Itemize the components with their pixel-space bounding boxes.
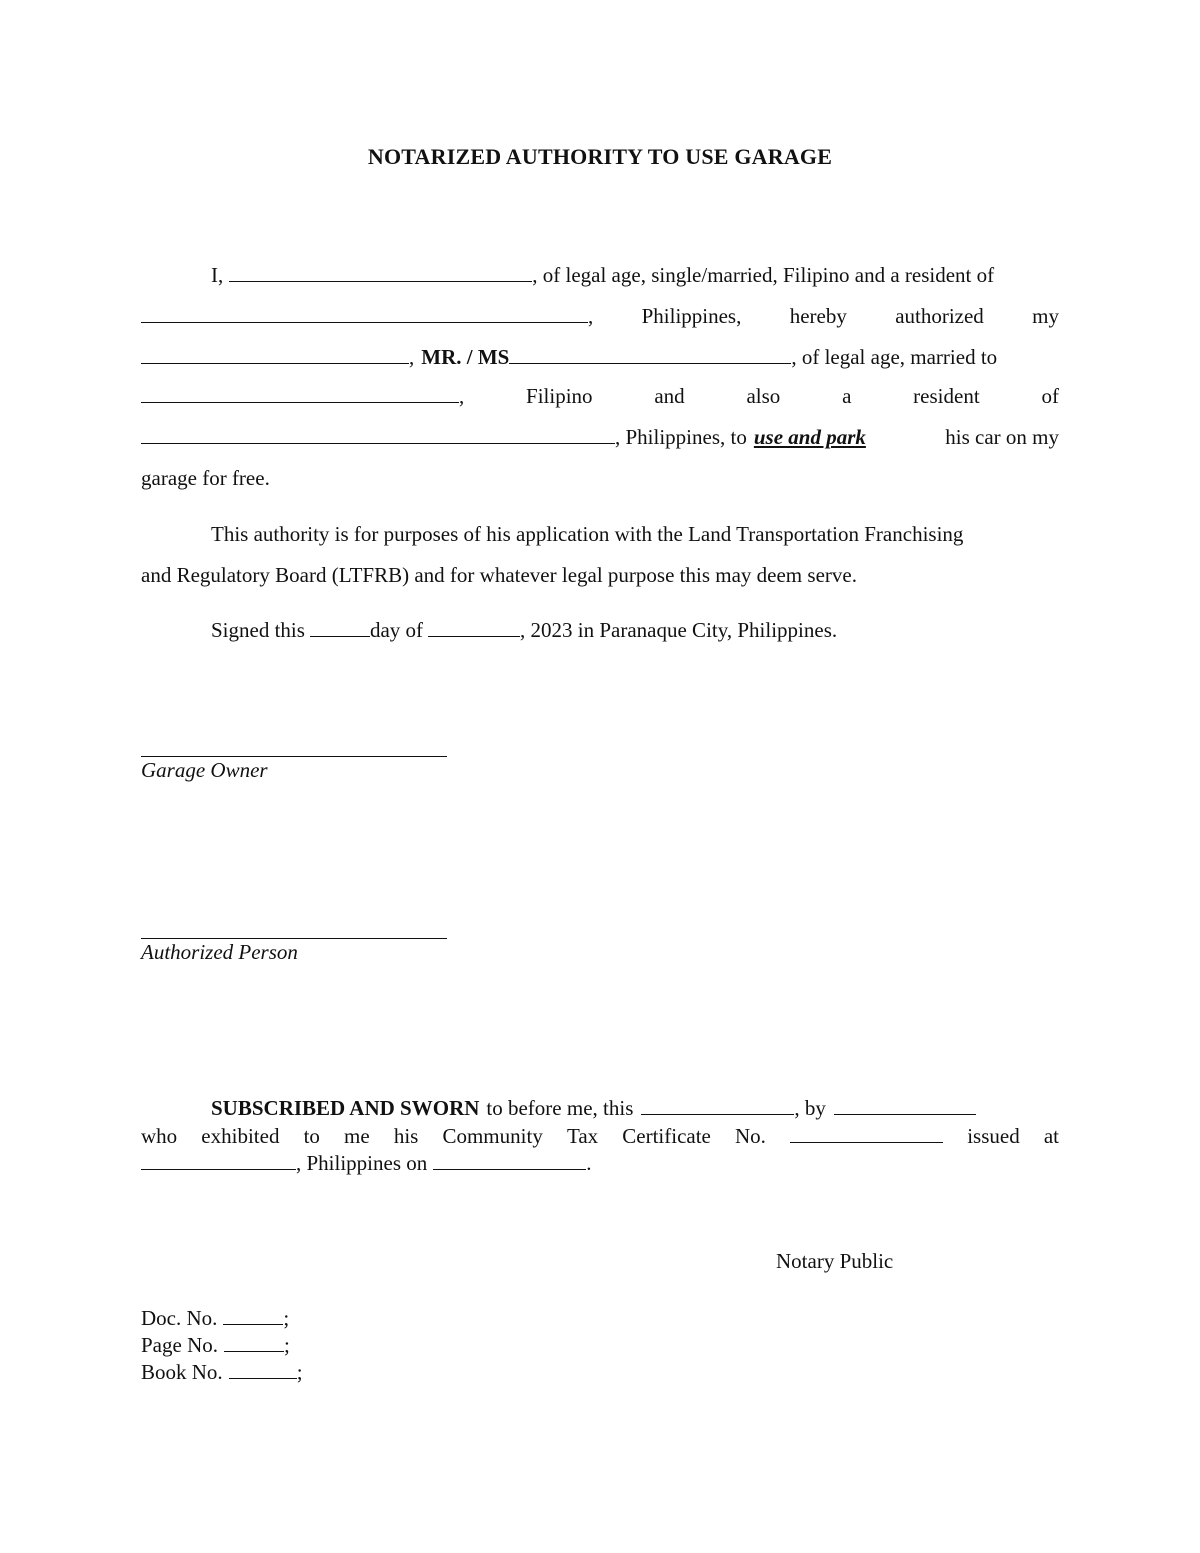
- paragraph-1-line-6: [141, 465, 1059, 491]
- blank-issued-on[interactable]: [433, 1151, 586, 1170]
- paragraph-1-line-4: [141, 383, 1059, 409]
- jurat-line-1: [141, 1095, 1059, 1121]
- text-by: , by: [794, 1096, 826, 1120]
- registry-doc-no: [141, 1305, 1059, 1331]
- jurat-line-3: [141, 1150, 1059, 1176]
- text-authorized: authorized: [895, 304, 984, 328]
- paragraph-1-line-1: [141, 262, 1059, 288]
- text-filipino: Filipino: [526, 384, 593, 408]
- signed-line: [141, 617, 1059, 643]
- text-mr-ms: MR. / MS: [421, 345, 510, 369]
- text-who: who: [141, 1124, 178, 1148]
- signature-line-garage-owner[interactable]: [141, 756, 447, 757]
- blank-month[interactable]: [428, 618, 520, 637]
- document-title: NOTARIZED AUTHORITY TO USE GARAGE: [367, 144, 833, 169]
- paragraph-1-line-2: [141, 303, 1059, 329]
- text-philippines-on: , Philippines on: [296, 1151, 428, 1175]
- blank-page-no[interactable]: [224, 1333, 284, 1352]
- text-page-no: Page No.: [141, 1333, 218, 1357]
- label-notary-public: Notary Public: [776, 1249, 894, 1273]
- text-a: a: [842, 384, 852, 408]
- text-semicolon: ;: [296, 1360, 303, 1384]
- text-semicolon: ;: [283, 1306, 290, 1330]
- blank-spouse-name[interactable]: [141, 384, 459, 403]
- text-and: and: [654, 384, 685, 408]
- blank-owner-address[interactable]: [141, 304, 588, 323]
- paragraph-2-line-2: [141, 562, 1059, 588]
- text-car-on-my: his car on my: [945, 425, 1059, 449]
- text-no: No.: [735, 1124, 766, 1148]
- text-year-location: , 2023 in Paranaque City, Philippines.: [520, 618, 838, 642]
- blank-issued-at[interactable]: [141, 1151, 296, 1170]
- text-at: at: [1043, 1124, 1059, 1148]
- text-legal-age-married: , of legal age, married to: [791, 345, 998, 369]
- text-subscribed-sworn: SUBSCRIBED AND SWORN: [211, 1096, 480, 1120]
- text-semicolon: ;: [284, 1333, 290, 1357]
- blank-doc-no[interactable]: [223, 1306, 283, 1325]
- registry-page-no: [141, 1332, 1059, 1358]
- text-authority-purpose: This authority is for purposes of his application with the Land Transportation Franchising: [211, 522, 964, 546]
- blank-ctc-number[interactable]: [790, 1124, 943, 1143]
- text-philippines-to: , Philippines, to: [615, 425, 747, 449]
- blank-day[interactable]: [310, 618, 370, 637]
- text-use-and-park: use and park: [753, 425, 866, 449]
- blank-jurat-date[interactable]: [641, 1096, 794, 1115]
- text-comma: ,: [409, 345, 415, 369]
- text-me: me: [344, 1124, 370, 1148]
- text-of: of: [1041, 384, 1059, 408]
- text-tax: Tax: [566, 1124, 599, 1148]
- text-i: I,: [211, 263, 224, 287]
- text-exhibited: exhibited: [201, 1124, 280, 1148]
- text-book-no: Book No.: [141, 1360, 223, 1384]
- paragraph-1-line-5: [141, 424, 1059, 450]
- blank-owner-name[interactable]: [229, 263, 532, 282]
- paragraph-2-line-1: [141, 521, 1059, 547]
- text-philippines: Philippines,: [641, 304, 742, 328]
- text-my: my: [1032, 304, 1059, 328]
- text-hereby: hereby: [789, 304, 847, 328]
- text-ltfrb: and Regulatory Board (LTFRB) and for whatever legal purpose this may deem serve.: [141, 563, 857, 587]
- label-garage-owner: Garage Owner: [141, 758, 268, 782]
- text-community: Community: [442, 1124, 543, 1148]
- text-his: his: [393, 1124, 419, 1148]
- blank-authorized-name[interactable]: [509, 345, 791, 364]
- text-comma: ,: [459, 384, 465, 408]
- blank-book-no[interactable]: [229, 1360, 297, 1379]
- label-authorized-person: Authorized Person: [141, 940, 298, 964]
- text-period: .: [586, 1151, 592, 1175]
- blank-relationship[interactable]: [141, 345, 409, 364]
- blank-authorized-address[interactable]: [141, 425, 615, 444]
- text-doc-no: Doc. No.: [141, 1306, 218, 1330]
- text-comma: ,: [588, 304, 594, 328]
- text-also: also: [746, 384, 781, 408]
- registry-book-no: [141, 1359, 1059, 1385]
- text-before-me: to before me, this: [486, 1096, 634, 1120]
- paragraph-1-line-3: [141, 344, 1059, 370]
- jurat-line-2: [141, 1123, 1059, 1149]
- text-to: to: [303, 1124, 320, 1148]
- text-garage-for-free: garage for free.: [141, 466, 270, 490]
- text-issued: issued: [967, 1124, 1020, 1148]
- text-day-of: day of: [369, 618, 424, 642]
- text-resident: resident: [913, 384, 980, 408]
- text-signed-this: Signed this: [211, 618, 305, 642]
- text-certificate: Certificate: [622, 1124, 711, 1148]
- signature-line-authorized-person[interactable]: [141, 938, 447, 939]
- text-legal-age-resident: , of legal age, single/married, Filipino and a resident of: [532, 263, 995, 287]
- blank-jurat-by[interactable]: [834, 1096, 976, 1115]
